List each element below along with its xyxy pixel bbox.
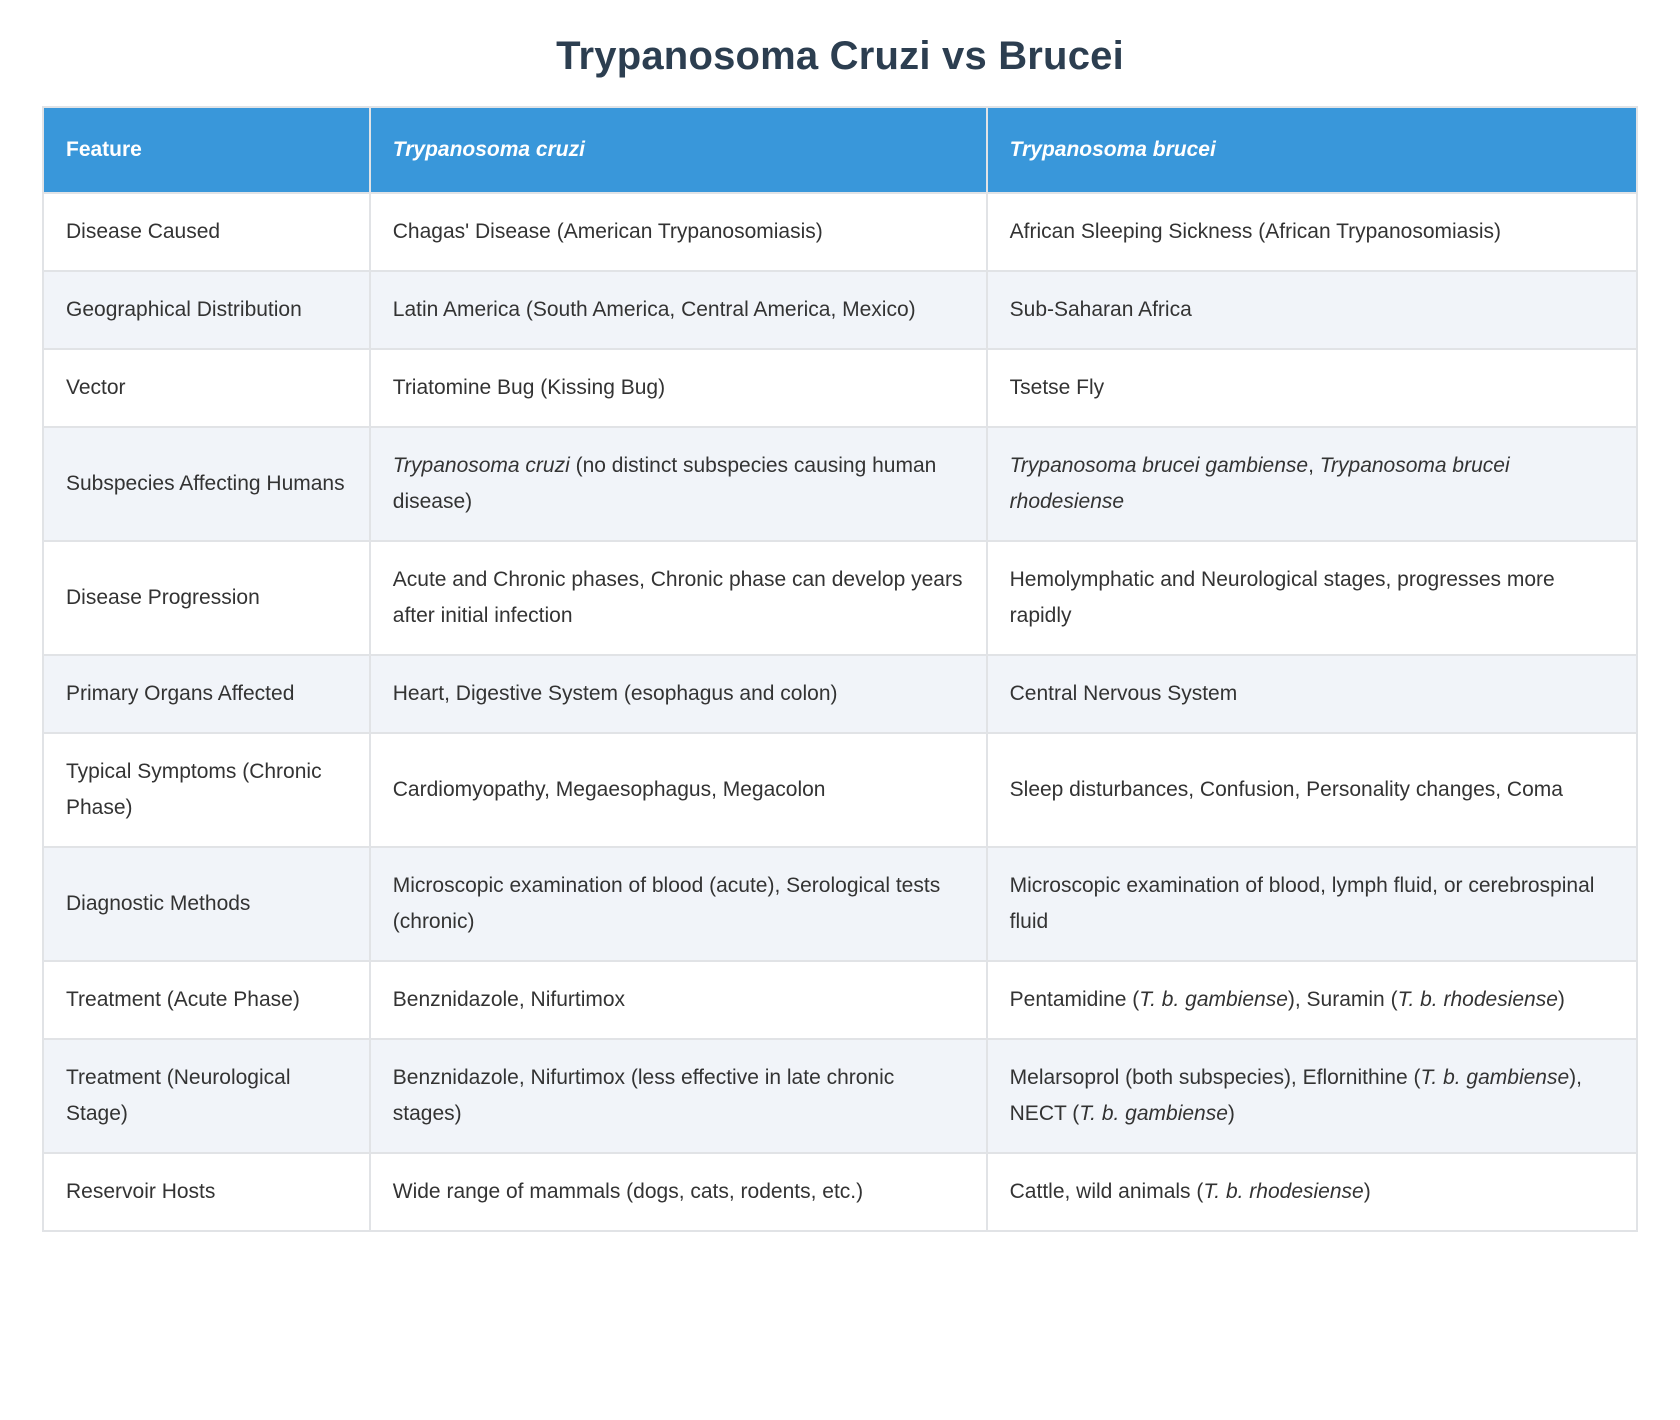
feature-cell: Subspecies Affecting Humans: [43, 427, 370, 541]
feature-cell: Diagnostic Methods: [43, 847, 370, 961]
brucei-cell: Pentamidine (T. b. gambiense), Suramin (T. b. rhodesiense): [987, 961, 1637, 1039]
column-header-cruzi: Trypanosoma cruzi: [370, 107, 987, 193]
feature-cell: Vector: [43, 349, 370, 427]
cruzi-cell: Wide range of mammals (dogs, cats, rodents, etc.): [370, 1153, 987, 1231]
brucei-cell: Sub-Saharan Africa: [987, 271, 1637, 349]
table-row: [43, 655, 1637, 733]
column-header-feature: Feature: [43, 107, 370, 193]
table-row: [43, 733, 1637, 847]
feature-cell: Geographical Distribution: [43, 271, 370, 349]
page-title: Trypanosoma Cruzi vs Brucei: [556, 34, 1124, 78]
brucei-cell: Tsetse Fly: [987, 349, 1637, 427]
brucei-cell: Central Nervous System: [987, 655, 1637, 733]
table-row: [43, 961, 1637, 1039]
brucei-cell: Microscopic examination of blood, lymph fluid, or cerebrospinal fluid: [987, 847, 1637, 961]
cruzi-cell: Cardiomyopathy, Megaesophagus, Megacolon: [370, 733, 987, 847]
header-row: [43, 107, 1637, 193]
cruzi-cell: Benznidazole, Nifurtimox (less effective in late chronic stages): [370, 1039, 987, 1153]
brucei-cell: Cattle, wild animals (T. b. rhodesiense): [987, 1153, 1637, 1231]
feature-cell: Reservoir Hosts: [43, 1153, 370, 1231]
brucei-cell: African Sleeping Sickness (African Trypanosomiasis): [987, 193, 1637, 271]
cruzi-cell: Benznidazole, Nifurtimox: [370, 961, 987, 1039]
table-row: [43, 1039, 1637, 1153]
cruzi-cell: Acute and Chronic phases, Chronic phase can develop years after initial infection: [370, 541, 987, 655]
column-header-brucei: Trypanosoma brucei: [987, 107, 1637, 193]
cruzi-cell: Trypanosoma cruzi (no distinct subspecies causing human disease): [370, 427, 987, 541]
table-body: [43, 193, 1637, 1231]
table-row: [43, 847, 1637, 961]
brucei-cell: Trypanosoma brucei gambiense, Trypanosoma brucei rhodesiense: [987, 427, 1637, 541]
table-row: [43, 193, 1637, 271]
table-row: [43, 427, 1637, 541]
table-row: [43, 271, 1637, 349]
feature-cell: Primary Organs Affected: [43, 655, 370, 733]
feature-cell: Disease Caused: [43, 193, 370, 271]
table-row: [43, 349, 1637, 427]
feature-cell: Treatment (Neurological Stage): [43, 1039, 370, 1153]
cruzi-cell: Microscopic examination of blood (acute), Serological tests (chronic): [370, 847, 987, 961]
page: [0, 32, 1680, 1232]
feature-cell: Treatment (Acute Phase): [43, 961, 370, 1039]
feature-cell: Typical Symptoms (Chronic Phase): [43, 733, 370, 847]
table-row: [43, 1153, 1637, 1231]
cruzi-cell: Chagas' Disease (American Trypanosomiasis): [370, 193, 987, 271]
cruzi-cell: Triatomine Bug (Kissing Bug): [370, 349, 987, 427]
cruzi-cell: Heart, Digestive System (esophagus and colon): [370, 655, 987, 733]
brucei-cell: Sleep disturbances, Confusion, Personality changes, Coma: [987, 733, 1637, 847]
feature-cell: Disease Progression: [43, 541, 370, 655]
cruzi-cell: Latin America (South America, Central America, Mexico): [370, 271, 987, 349]
table-row: [43, 541, 1637, 655]
brucei-cell: Melarsoprol (both subspecies), Eflornithine (T. b. gambiense), NECT (T. b. gambiense): [987, 1039, 1637, 1153]
brucei-cell: Hemolymphatic and Neurological stages, progresses more rapidly: [987, 541, 1637, 655]
comparison-table: [42, 106, 1638, 1232]
table-header: [43, 107, 1637, 193]
